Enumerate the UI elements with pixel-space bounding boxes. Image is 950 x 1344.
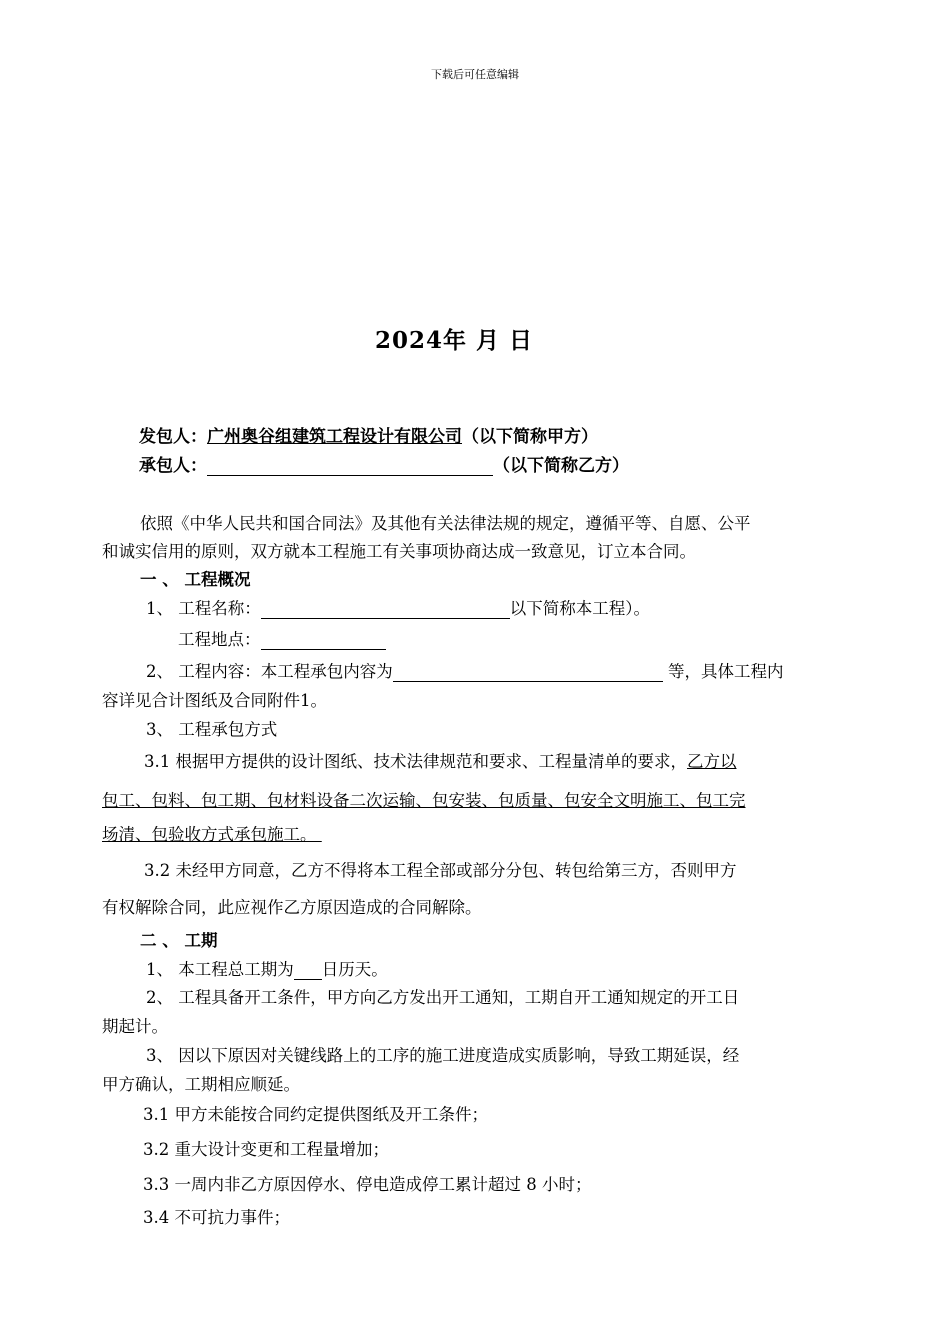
page-header-note: 下载后可任意编辑 <box>431 68 519 81</box>
s1-item3: 3、 工程承包方式 <box>146 720 278 739</box>
s2-item3-2: 3.2 重大设计变更和工程量增加； <box>143 1140 389 1159</box>
s1-item3-1-line2: 包工、包料、包工期、包材料设备二次运输、包安装、包质量、包安全文明施工、包工完 <box>102 791 746 810</box>
party-a-label: 发包人： <box>139 427 207 447</box>
section-1-heading: 一 、 工程概况 <box>140 570 251 589</box>
party-b-line <box>139 451 629 476</box>
s1-item2-line2: 容详见合计图纸及合同附件1。 <box>102 691 327 710</box>
party-b-blank <box>207 457 493 476</box>
project-name-blank <box>261 600 510 619</box>
s1-item1 <box>146 595 650 619</box>
party-a-note: （以下简称甲方） <box>462 427 598 447</box>
s2-item3-3: 3.3 一周内非乙方原因停水、停电造成停工累计超过 8 小时； <box>143 1175 592 1194</box>
s2-item3-line1: 3、 因以下原因对关键线路上的工序的施工进度造成实质影响，导致工期延误，经 <box>146 1046 740 1065</box>
s1-item1-label: 1、 工程名称： <box>146 599 261 618</box>
s1-item3-1-underlined: 乙方以 <box>687 752 737 771</box>
s1-item2-suffix: 等，具体工程内 <box>662 662 784 681</box>
intro-line-2: 和诚实信用的原则，双方就本工程施工有关事项协商达成一致意见，订立本合同。 <box>102 542 696 561</box>
s2-item3-1: 3.1 甲方未能按合同约定提供图纸及开工条件； <box>143 1105 488 1124</box>
s1-item2-label: 2、 工程内容：本工程承包内容为 <box>146 662 393 681</box>
s2-item2-line2: 期起计。 <box>102 1017 168 1036</box>
contract-date: 2024年 月 日 <box>374 327 534 354</box>
party-a-name: 广州奥谷组建筑工程设计有限公司 <box>207 427 462 447</box>
party-a-line <box>139 422 598 447</box>
project-content-blank <box>393 663 663 682</box>
s1-item1-suffix: 以下简称本工程）。 <box>509 599 650 618</box>
s1-item3-1-text: 3.1 根据甲方提供的设计图纸、技术法律规范和要求、工程量清单的要求， <box>144 752 687 771</box>
s2-item1-suffix: 日历天。 <box>321 960 388 979</box>
intro-line-1: 依照《中华人民共和国合同法》及其他有关法律法规的规定，遵循平等、自愿、公平 <box>140 514 751 533</box>
s2-item2-line1: 2、 工程具备开工条件，甲方向乙方发出开工通知，工期自开工通知规定的开工日 <box>146 988 740 1007</box>
s1-item3-2-line2: 有权解除合同，此应视作乙方原因造成的合同解除。 <box>102 898 482 917</box>
s2-item1 <box>146 956 388 980</box>
s1-location <box>178 626 386 650</box>
s1-location-label: 工程地点： <box>178 630 261 649</box>
s2-item3-line2: 甲方确认，工期相应顺延。 <box>102 1075 300 1094</box>
s1-item3-1-line3: 场清、包验收方式承包施工。 <box>102 825 322 844</box>
s1-item3-2-line1: 3.2 未经甲方同意，乙方不得将本工程全部或部分分包、转包给第三方，否则甲方 <box>144 861 737 880</box>
s1-item2 <box>146 658 784 682</box>
s2-item3-4: 3.4 不可抗力事件； <box>143 1208 290 1227</box>
party-b-label: 承包人： <box>139 456 207 476</box>
s1-item3-1-line1 <box>144 748 737 772</box>
s2-item1-label: 1、 本工程总工期为 <box>146 960 294 979</box>
duration-days-blank <box>294 961 322 980</box>
project-location-blank <box>261 631 386 650</box>
section-2-heading: 二 、 工期 <box>140 931 218 950</box>
party-b-note: （以下简称乙方） <box>493 456 629 476</box>
